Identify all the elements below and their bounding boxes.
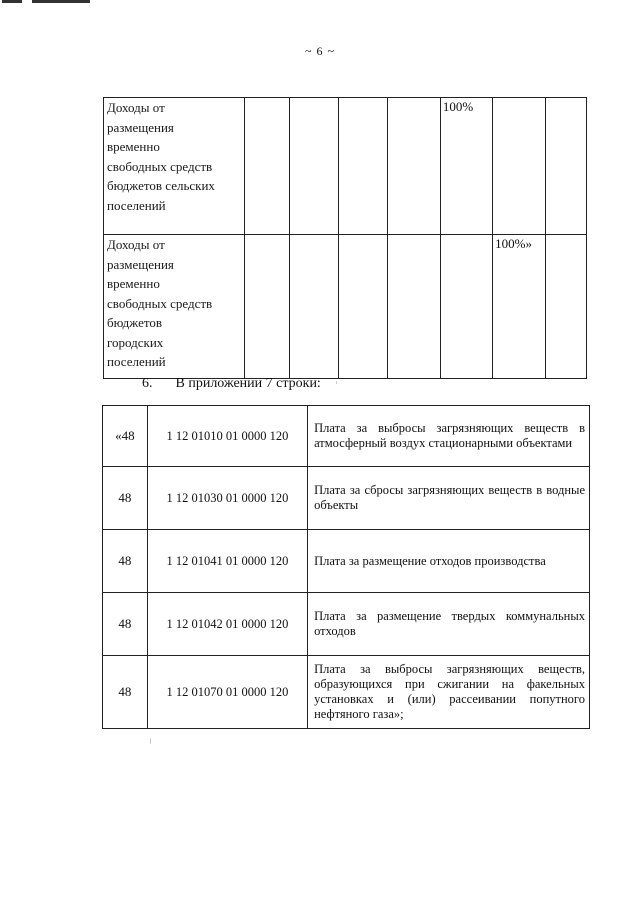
scan-speck: [150, 738, 151, 744]
budget-code: 1 12 01070 01 0000 120: [147, 656, 307, 729]
row-label: [104, 98, 245, 235]
table-cell: [388, 98, 441, 235]
label-line: размещения: [107, 256, 174, 272]
code-description: Плата за выбросы загрязняющих веществ в атмосферный воздух стационарными объектами: [308, 406, 590, 467]
table-row: [103, 656, 590, 729]
admin-code: 48: [103, 593, 148, 656]
table-cell: [244, 98, 289, 235]
table-row: [104, 98, 587, 235]
scan-speck: [336, 381, 337, 384]
table-cell: 100%»: [493, 235, 546, 379]
label-line: поселений: [107, 197, 166, 213]
admin-code: «48: [103, 406, 148, 467]
table-cell: [290, 98, 339, 235]
budget-code: 1 12 01041 01 0000 120: [147, 530, 307, 593]
label-line: размещения: [107, 119, 174, 135]
code-description: Плата за выбросы загрязняющих веществ, образующихся при сжигании на факельных установках и (или) рассеивании попутного нефтяного газа»;: [308, 656, 590, 729]
table-cell: [545, 235, 586, 379]
table-row: [103, 530, 590, 593]
label-line: свободных средств: [107, 295, 213, 311]
code-description: Плата за размещение твердых коммунальных отходов: [308, 593, 590, 656]
income-distribution-table-continuation: [103, 97, 587, 379]
label-line: Доходы от: [107, 237, 165, 252]
table-cell: [545, 98, 586, 235]
table-cell: [339, 235, 388, 379]
table-cell: [290, 235, 339, 379]
table-row: [103, 593, 590, 656]
label-line: временно: [107, 276, 160, 291]
label-line: городских: [107, 334, 164, 350]
table-row: [103, 406, 590, 467]
row-label: [104, 235, 245, 379]
admin-code: 48: [103, 467, 148, 530]
budget-code: 1 12 01010 01 0000 120: [147, 406, 307, 467]
point-text: В приложении 7 строки:: [175, 376, 321, 391]
table-cell: 100%: [440, 98, 492, 235]
point-number: 6.: [142, 376, 153, 391]
amendment-point: [142, 376, 321, 392]
table-cell: [339, 98, 388, 235]
label-line: свободных средств: [107, 158, 213, 174]
code-description: Плата за сбросы загрязняющих веществ в водные объекты: [308, 467, 590, 530]
budget-code: 1 12 01042 01 0000 120: [147, 593, 307, 656]
label-line: Доходы от: [107, 100, 165, 115]
page-number: ~ 6 ~: [305, 44, 335, 58]
revenue-codes-table: [102, 405, 590, 729]
label-line: поселений: [107, 354, 166, 369]
table-row: [103, 467, 590, 530]
code-description: Плата за размещение отходов производства: [308, 530, 590, 593]
admin-code: 48: [103, 656, 148, 729]
table-cell: [493, 98, 546, 235]
table-cell: [440, 235, 492, 379]
label-line: временно: [107, 139, 160, 154]
table-cell: [388, 235, 441, 379]
table-row: [104, 235, 587, 379]
scan-artifact: [2, 0, 92, 4]
label-line: бюджетов: [107, 315, 163, 330]
label-line: бюджетов сельских: [107, 178, 215, 193]
admin-code: 48: [103, 530, 148, 593]
table-cell: [244, 235, 289, 379]
budget-code: 1 12 01030 01 0000 120: [147, 467, 307, 530]
